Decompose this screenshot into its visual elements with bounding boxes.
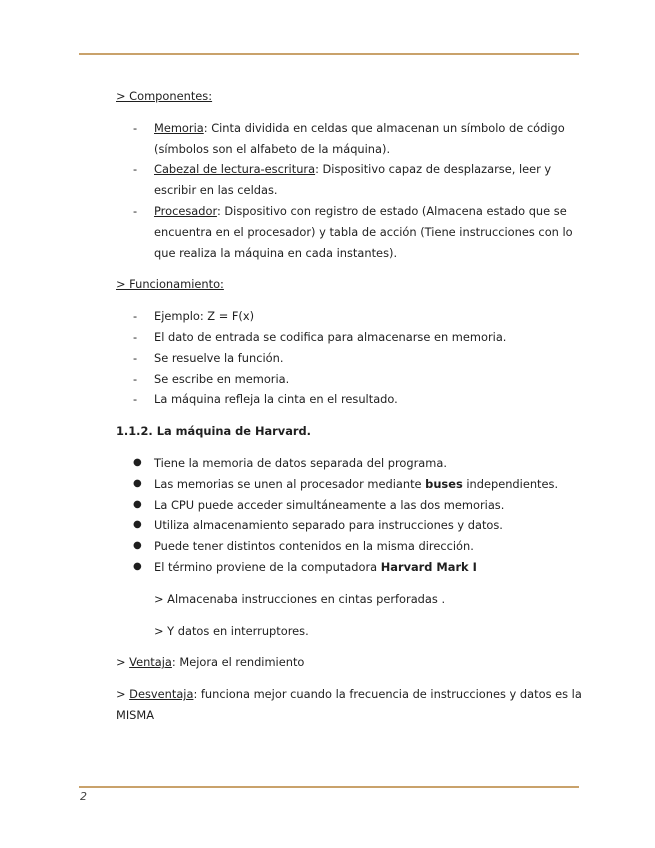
list-item: - Ejemplo: Z = F(x) (116, 306, 586, 327)
list-item: - Procesador: Dispositivo con registro de estado (Almacena estado que se encuentra en el procesador) y tabla de acción (Tiene instrucciones con lo que realiza la máquina en cada instantes). (116, 201, 586, 263)
bullet-icon: ● (133, 560, 142, 572)
desventaja-line: > Desventaja: funciona mejor cuando la frecuencia de instrucciones y datos es la MISMA (116, 687, 582, 722)
dash-icon: - (133, 162, 138, 177)
harvard-sub-datos: > Y datos en interruptores. (154, 623, 309, 638)
list-item: ● Utiliza almacenamiento separado para instrucciones y datos. (116, 515, 586, 536)
dash-icon: - (133, 203, 138, 218)
list-item: - El dato de entrada se codifica para almacenarse en memoria. (116, 327, 586, 348)
list-item: ● La CPU puede acceder simultáneamente a las dos memorias. (116, 495, 586, 516)
list-item: - La máquina refleja la cinta en el resultado. (116, 389, 586, 410)
componentes-heading: > Componentes: (116, 89, 213, 103)
page-number: 2 (80, 790, 87, 803)
list-item: - Cabezal de lectura-escritura: Dispositivo capaz de desplazarse, leer y escribir en las celdas. (116, 159, 586, 201)
list-item: ● Puede tener distintos contenidos en la misma dirección. (116, 536, 586, 557)
harvard-list (116, 453, 586, 578)
dash-icon: - (133, 392, 138, 407)
harvard-sub-instrucciones: > Almacenaba instrucciones en cintas perforadas . (154, 591, 446, 606)
harvard-title: 1.1.2. La máquina de Harvard. (116, 424, 312, 439)
dash-icon: - (133, 371, 138, 386)
list-item: ● El término proviene de la computadora Harvard Mark I (116, 557, 586, 578)
bullet-icon: ● (133, 540, 142, 552)
funcionamiento-heading: > Funcionamiento: (116, 277, 224, 292)
bullet-icon: ● (133, 519, 142, 531)
list-item: - Se escribe en memoria. (116, 369, 586, 390)
dash-icon: - (133, 350, 138, 365)
dash-icon: - (133, 329, 138, 344)
dash-icon: - (133, 309, 138, 324)
ventaja-line: > Ventaja: Mejora el rendimiento (116, 655, 305, 670)
list-item: - Se resuelve la función. (116, 348, 586, 369)
list-item: ● Las memorias se unen al procesador mediante buses independientes. (116, 474, 586, 495)
header-rule (79, 53, 579, 55)
list-item: ● Tiene la memoria de datos separada del programa. (116, 453, 586, 474)
bullet-icon: ● (133, 498, 142, 510)
page-content (116, 86, 586, 726)
bullet-icon: ● (133, 456, 142, 468)
dash-icon: - (133, 120, 138, 135)
componentes-list (116, 118, 586, 264)
funcionamiento-list (116, 306, 586, 410)
list-item: - Memoria: Cinta dividida en celdas que almacenan un símbolo de código (símbolos son el alfabeto de la máquina). (116, 118, 586, 160)
bullet-icon: ● (133, 477, 142, 489)
footer-rule (79, 786, 579, 788)
